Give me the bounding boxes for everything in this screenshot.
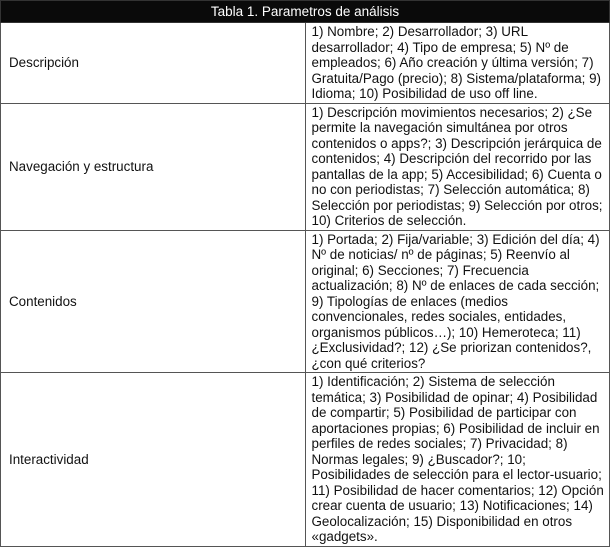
parameters-cell: 1) Identificación; 2) Sistema de selección temática; 3) Posibilidad de opinar; 4) Posibilidad de compartir; 5) Posibilidad de participar con aportaciones propias; 6) Posibilidad de incluir en perfiles de redes sociales; 7) Privacidad; 8) Normas legales; 9) ¿Buscador?; 10; Posibilidades de selección para el lector-usuario; 11) Posibilidad de hacer comentarios; 12) Opción crear cuenta de usuario; 13) Notificaciones; 14) Geolocalización; 15) Disponibilidad en otros «gadgets». (305, 373, 610, 547)
table-header-row (1, 1, 610, 23)
table-row (1, 373, 610, 547)
table-row (1, 103, 610, 230)
parameters-cell: 1) Nombre; 2) Desarrollador; 3) URL desarrollador; 4) Tipo de empresa; 5) Nº de empleados; 6) Año creación y última versión; 7) Gratuita/Pago (precio); 8) Sistema/plataforma; 9) Idioma; 10) Posibilidad de uso off line. (305, 23, 610, 104)
parameters-cell: 1) Portada; 2) Fija/variable; 3) Edición del día; 4) Nº de noticias/ nº de páginas; 5) Reenvío al original; 6) Secciones; 7) Frecuencia actualización; 8) Nº de enlaces de cada sección; 9) Tipologías de enlaces (medios convencionales, redes sociales, entidades, organismos públicos…); 10) Hemeroteca; 11) ¿Exclusividad?; 12) ¿Se priorizan contenidos?, ¿con qué criterios? (305, 230, 610, 373)
category-cell: Descripción (1, 23, 306, 104)
category-cell: Navegación y estructura (1, 103, 306, 230)
table-row (1, 23, 610, 104)
category-cell: Contenidos (1, 230, 306, 373)
parameters-cell: 1) Descripción movimientos necesarios; 2) ¿Se permite la navegación simultánea por otros contenidos o apps?; 3) Descripción jerárquica de contenidos; 4) Descripción del recorrido por las pantallas de la app; 5) Accesibilidad; 6) Cuenta o no con periodistas; 7) Selección automática; 8) Selección por periodistas; 9) Selección por otros; 10) Criterios de selección. (305, 103, 610, 230)
category-cell: Interactividad (1, 373, 306, 547)
table-title: Tabla 1. Parametros de análisis (1, 1, 610, 23)
table-row (1, 230, 610, 373)
